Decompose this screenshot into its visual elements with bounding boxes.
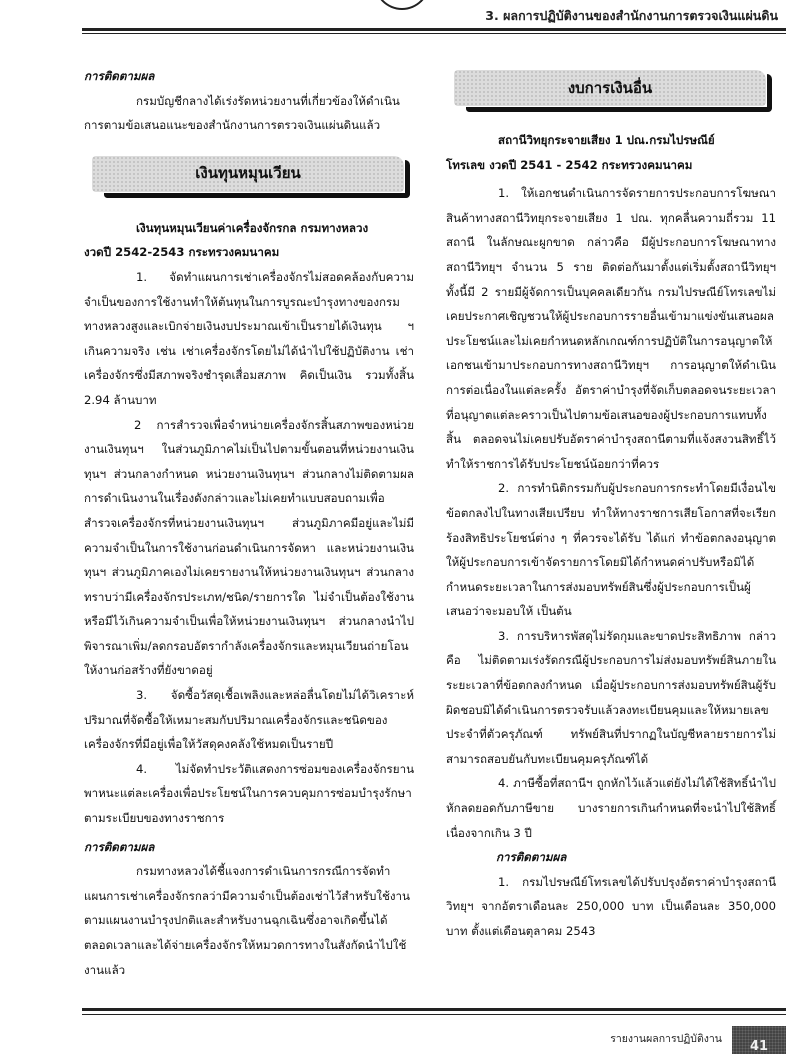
footer-report-label: รายงานผลการปฏิบัติงาน xyxy=(610,1033,722,1045)
followup-heading: การติดตามผล xyxy=(84,839,155,854)
followup-paragraph: กรมบัญชีกลางได้เร่งรัดหน่วยงานที่เกี่ยวข้องให้ดำเนินการตามข้อเสนอแนะของสำนักงานการตรวจเงินแผ่นดินแล้ว xyxy=(84,93,400,133)
finding-paragraph-1: 1. ให้เอกชนดำเนินการจัดรายการประกอบการโฆษณาสินค้าทางสถานีวิทยุกระจายเสียง 1 ปณ. ทุกคลื่นความถี่รวม 11 สถานี ในลักษณะผูกขาด กล่าวคือ มีผู้ประกอบการโฆษณาทางสถานีวิทยุฯ จำนวน 5 ราย ติดต่อกันมาตั้งแต่เริ่มตั้งสถานีวิทยุฯ ทั้งนี้มี 2 รายมีผู้จัดการเป็นบุคคลเดียวกัน กรมไปรษณีย์โทรเลขไม่เคยประกาศเชิญชวนให้ผู้ประกอบการรายอื่นเข้ามาแข่งขันเสนอผลประโยชน์และไม่เคยกำหนดหลักเกณฑ์การปฏิบัติในการอนุญาตให้เอกชนเข้ามาประกอบการทางสถานีวิทยุฯ การอนุญาตให้ดำเนินการต่อเนื่องในแต่ละครั้ง อัตราค่าบำรุงที่จัดเก็บตลอดจนระยะเวลาที่อนุญาตแต่ละคราวเป็นไปตามข้อเสนอของผู้ประกอบการแทบทั้งสิ้น ตลอดจนไม่เคยปรับอัตราค่าบำรุงสถานีตามที่แจ้งสงวนสิทธิ์ไว้ทำให้ราชการได้รับประโยชน์น้อยกว่าที่ควร xyxy=(446,186,776,471)
banner-other-statements xyxy=(454,70,766,106)
finding-paragraph-4: 4. ไม่จัดทำประวัติแสดงการซ่อมของเครื่องจักรยานพาหนะแต่ละเครื่องเพื่อประโยชน์ในการควบคุมการซ่อมบำรุงรักษาตามระเบียบของทางราชการ xyxy=(84,761,414,826)
banner-title: เงินทุนหมุนเวียน xyxy=(195,164,301,183)
followup-heading: การติดตามผล xyxy=(496,850,567,865)
section-subheading: เงินทุนหมุนเวียนค่าเครื่องจักรกล กรมทางหลวง xyxy=(136,220,369,235)
banner-revolving-fund xyxy=(92,156,404,192)
footer-rule-thin xyxy=(82,1014,786,1015)
finding-paragraph-3: 3. การบริหารพัสดุไม่รัดกุมและขาดประสิทธิภาพ กล่าวคือ ไม่ติดตามเร่งรัดกรณีผู้ประกอบการไม่ส่งมอบทรัพย์สินภายในระยะเวลาที่ข้อตกลงกำหนด เมื่อผู้ประกอบการส่งมอบทรัพย์สินผู้รับผิดชอบมิได้ดำเนินการตรวจรับแล้วลงทะเบียนคุมและให้หมายเลขประจำที่ตัวครุภัณฑ์ ทรัพย์สินที่ปรากฏในบัญชีหลายรายการไม่สามารถสอบยันกับทะเบียนคุมครุภัณฑ์ได้ xyxy=(446,628,776,766)
finding-paragraph-1: 1. จัดทำแผนการเช่าเครื่องจักรไม่สอดคล้องกับความจำเป็นของการใช้งานทำให้ต้นทุนในการบูรณะบำรุงทางของกรมทางหลวงสูงและเบิกจ่ายเงินงบประมาณเข้าเป็นรายได้เงินทุน ฯ เกินความจริง เช่น เช่าเครื่องจักรโดยไม่ได้นำไปใช้ปฏิบัติงาน เช่าเครื่องจักรซึ่งมีสภาพจริงชำรุดเสื่อมสภาพ คิดเป็นเงิน รวมทั้งสิ้น 2.94 ล้านบาท xyxy=(84,269,414,407)
section-banner xyxy=(446,58,776,122)
followup-heading: การติดตามผล xyxy=(84,69,155,83)
left-column xyxy=(84,62,414,982)
section-subheading: สถานีวิทยุกระจายเสียง 1 ปณ.กรมไปรษณีย์ xyxy=(498,133,715,147)
finding-paragraph-2: 2 การสำรวจเพื่อจำหน่ายเครื่องจักรสิ้นสภาพของหน่วยงานเงินทุนฯ ในส่วนภูมิภาคไม่เป็นไปตามขั้นตอนที่หน่วยงานเงินทุนฯ ส่วนกลางกำหนด หน่วยงานเงินทุนฯ ส่วนกลางไม่ติดตามผลการดำเนินงานในเรื่องดังกล่าวและไม่เคยทำแบบสอบถามเพื่อสำรวจเครื่องจักรที่หน่วยงานเงินทุนฯ ส่วนภูมิภาคมีอยู่และไม่มีความจำเป็นในการใช้งานก่อนดำเนินการจัดหา และหน่วยงานเงินทุนฯ ส่วนภูมิภาคเองไม่เคยรายงานให้หน่วยงานเงินทุนฯ ส่วนกลางทราบว่ามีเครื่องจักรประเภท/ชนิด/รายการใด ไม่จำเป็นต้องใช้งานหรือมีไว้เกินความจำเป็นเพื่อให้หน่วยงานเงินทุนฯ ส่วนกลางนำไปพิจารณาเพิ่ม/ลดกรอบอัตรากำลังเครื่องจักรและหมุนเวียนถ่ายโอนให้งานก่อสร้างที่ยังขาดอยู่ xyxy=(84,417,414,678)
header-rule-thick xyxy=(82,28,786,31)
finding-paragraph-2: 2. การทำนิติกรรมกับผู้ประกอบการกระทำโดยมีเงื่อนไขข้อตกลงไปในทางเสียเปรียบ ทำให้ทางราชการเสียโอกาสที่จะเรียกร้องสิทธิประโยชน์ต่าง ๆ ที่ควรจะได้รับ ได้แก่ ทำข้อตกลงอนุญาตให้ผู้ประกอบการเข้าจัดรายการโดยมิได้กำหนดค่าปรับหรือมิได้กำหนดระยะเวลาในการส่งมอบทรัพย์สินซึ่งผู้ประกอบการเป็นผู้เสนอว่าจะมอบให้ เป็นต้น xyxy=(446,481,776,619)
banner-shadow xyxy=(104,193,410,198)
section-subheading: โทรเลข งวดปี 2541 - 2542 กระทรวงคมนาคม xyxy=(446,157,693,172)
banner-shadow xyxy=(466,107,772,112)
footer-rule-thick xyxy=(82,1008,786,1011)
followup-paragraph: 1. กรมไปรษณีย์โทรเลขได้ปรับปรุงอัตราค่าบำรุงสถานีวิทยุฯ จากอัตราเดือนละ 250,000 บาท เป็นเดือนละ 350,000 บาท ตั้งแต่เดือนตุลาคม 2543 xyxy=(446,874,776,938)
banner-title: งบการเงินอื่น xyxy=(567,78,653,97)
page-number: 41 xyxy=(749,1039,769,1054)
right-column xyxy=(446,62,776,944)
header-rule-thin xyxy=(82,33,786,34)
page-number-box xyxy=(732,1026,786,1054)
finding-paragraph-4: 4. ภาษีซื้อที่สถานีฯ ถูกหักไว้แล้วแต่ยังไม่ได้ใช้สิทธิ์นำไปหักลดยอดกับภาษีขาย บางรายการเกินกำหนดที่จะนำไปใช้สิทธิ์เนื่องจากเกิน 3 ปี xyxy=(446,776,776,840)
followup-paragraph: กรมทางหลวงได้ชี้แจงการดำเนินการกรณีการจัดทำแผนการเช่าเครื่องจักรกลว่ามีความจำเป็นต้องเช่าไว้สำหรับใช้งานตามแผนงานบำรุงปกติและสำหรับงานฉุกเฉินซึ่งอาจเกิดขึ้นได้ตลอดเวลาและได้จ่ายเครื่องจักรให้หมวดการทางในสังกัดนำไปใช้งานแล้ว xyxy=(84,864,410,977)
finding-paragraph-3: 3. จัดซื้อวัสดุเชื้อเพลิงและหล่อลื่นโดยไม่ได้วิเคราะห์ปริมาณที่จัดซื้อให้เหมาะสมกับปริมาณเครื่องจักรและชนิดของเครื่องจักรที่มีอยู่เพื่อให้วัสดุคงคลังใช้หมดเป็นรายปี xyxy=(84,688,414,752)
seal-emblem-icon xyxy=(374,0,430,10)
section-subheading: งวดปี 2542-2543 กระทรวงคมนาคม xyxy=(84,245,280,260)
running-header-title: 3. ผลการปฏิบัติงานของสำนักงานการตรวจเงินแผ่นดิน xyxy=(485,8,778,23)
section-banner xyxy=(84,138,414,214)
